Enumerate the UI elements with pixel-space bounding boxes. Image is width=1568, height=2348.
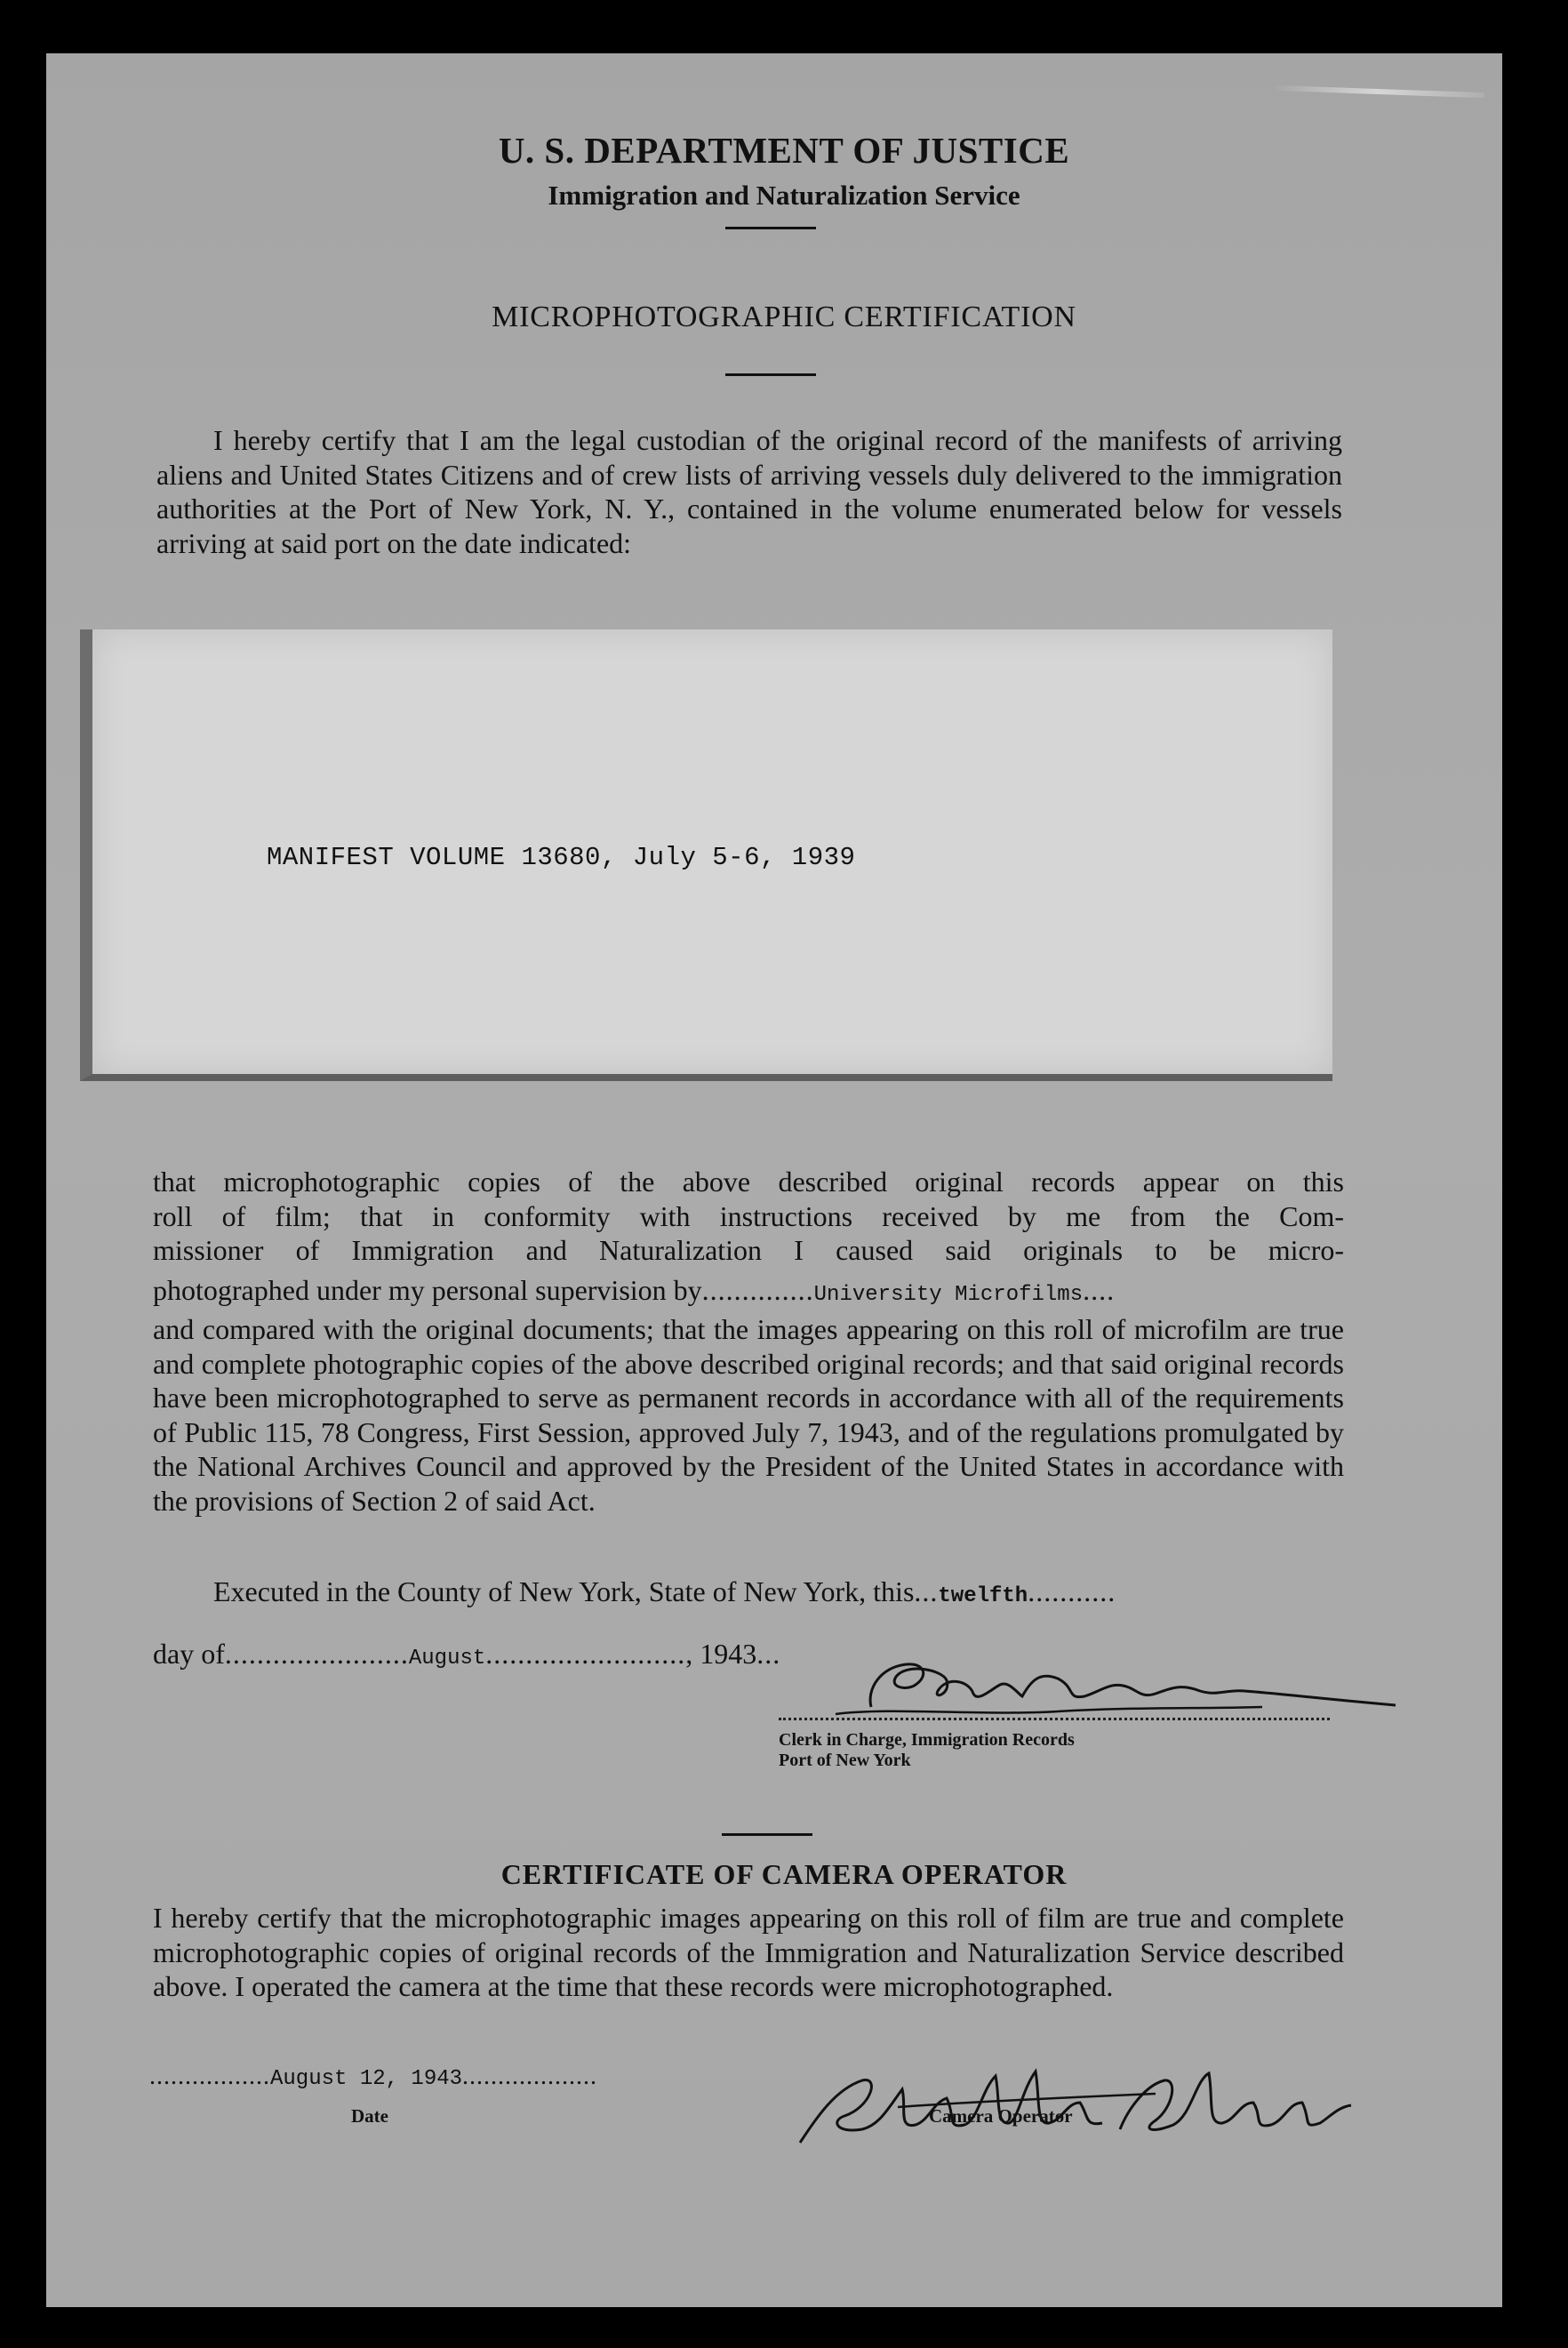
statement-rest: and compared with the original documents; that the images appearing on this roll of microfilm are true and complete photographic copies of the above described original records; and that said original records have been microphotographed to serve as permanent records in accordance with all of the requirements of Public 115, 78 Congress, First Session, approved July 7, 1943, and of the regulations promulgated by the National Archives Council and approved by the President of the United States in accordance with the provisions of Section 2 of said Act. — [153, 1313, 1344, 1517]
custodian-statement: I hereby certify that I am the legal custodian of the original record of the manifests of arriving aliens and United States Citizens and of crew lists of arriving vessels duly delivered to the immigration authorities at the Port of New York, N. Y., contained in the volume enumerated below for vessels arriving at said port on the date indicated: — [156, 424, 1342, 559]
divider-rule — [722, 1833, 812, 1836]
clerk-office-line: Port of New York — [779, 1751, 911, 1770]
year-prefix: , 194 — [685, 1638, 743, 1670]
day-of-label: day of — [153, 1638, 225, 1670]
operator-date: August 12, 1943 — [270, 2067, 463, 2091]
dot-leader: .... — [1083, 1273, 1116, 1306]
divider-rule — [725, 373, 816, 376]
statement-line: roll of film; that in conformity with instructions received by me from the Com- — [153, 1199, 1344, 1232]
contractor-name: University Microfilms — [813, 1282, 1084, 1307]
operator-date-line — [149, 2063, 678, 2091]
statement-line: that microphotographic copies of the above described original records appear on this — [153, 1166, 1344, 1198]
service-heading: Immigration and Naturalization Service — [548, 180, 1020, 211]
day-of-line — [153, 1638, 780, 1671]
clerk-title-line: Clerk in Charge, Immigration Records — [779, 1730, 1075, 1750]
divider-rule — [725, 227, 816, 229]
manifest-volume-label: MANIFEST VOLUME 13680, July 5-6, 1939 — [267, 843, 856, 872]
dot-leader: ....................... — [224, 1638, 409, 1670]
contractor-prefix: photographed under my personal supervision by — [153, 1273, 702, 1306]
microfilm-statement — [153, 1165, 1344, 1518]
execution-prefix: Executed in the County of New York, State of New York, this — [213, 1575, 915, 1607]
dot-leader: ......................... — [485, 1638, 686, 1670]
dot-leader: ................. — [149, 2063, 270, 2090]
certification-title: MICROPHOTOGRAPHIC CERTIFICATION — [492, 301, 1076, 333]
camera-operator-heading: CERTIFICATE OF CAMERA OPERATOR — [500, 1858, 1068, 1890]
film-scratch — [1271, 85, 1484, 98]
statement-line: missioner of Immigration and Naturalization I caused said originals to be micro- — [153, 1234, 1344, 1266]
dot-leader: ... — [756, 1638, 781, 1670]
execution-month: August — [408, 1647, 486, 1671]
execution-day: twelfth — [938, 1584, 1028, 1608]
department-heading: U. S. DEPARTMENT OF JUSTICE — [498, 130, 1070, 171]
camera-operator-statement: I hereby certify that the microphotographic images appearing on this roll of film are true and complete microphotographic copies of original records of the Immigration and Naturalization Service described above. I operated the camera at the time that these records were microphotographed. — [153, 1902, 1344, 2002]
dot-leader: ........... — [1028, 1575, 1116, 1607]
camera-operator-label: Camera Operator — [929, 2105, 1073, 2127]
year-digit: 3 — [742, 1638, 757, 1670]
clerk-title — [779, 1730, 1075, 1771]
dot-leader: .............. — [701, 1273, 814, 1306]
contractor-line — [153, 1273, 1344, 1313]
clerk-signature-line — [779, 1718, 1330, 1720]
date-label: Date — [351, 2105, 388, 2127]
clerk-signature — [782, 1645, 1404, 1725]
dot-leader: ... — [914, 1575, 939, 1607]
execution-line — [213, 1575, 1116, 1608]
dot-leader: ................... — [462, 2063, 598, 2090]
